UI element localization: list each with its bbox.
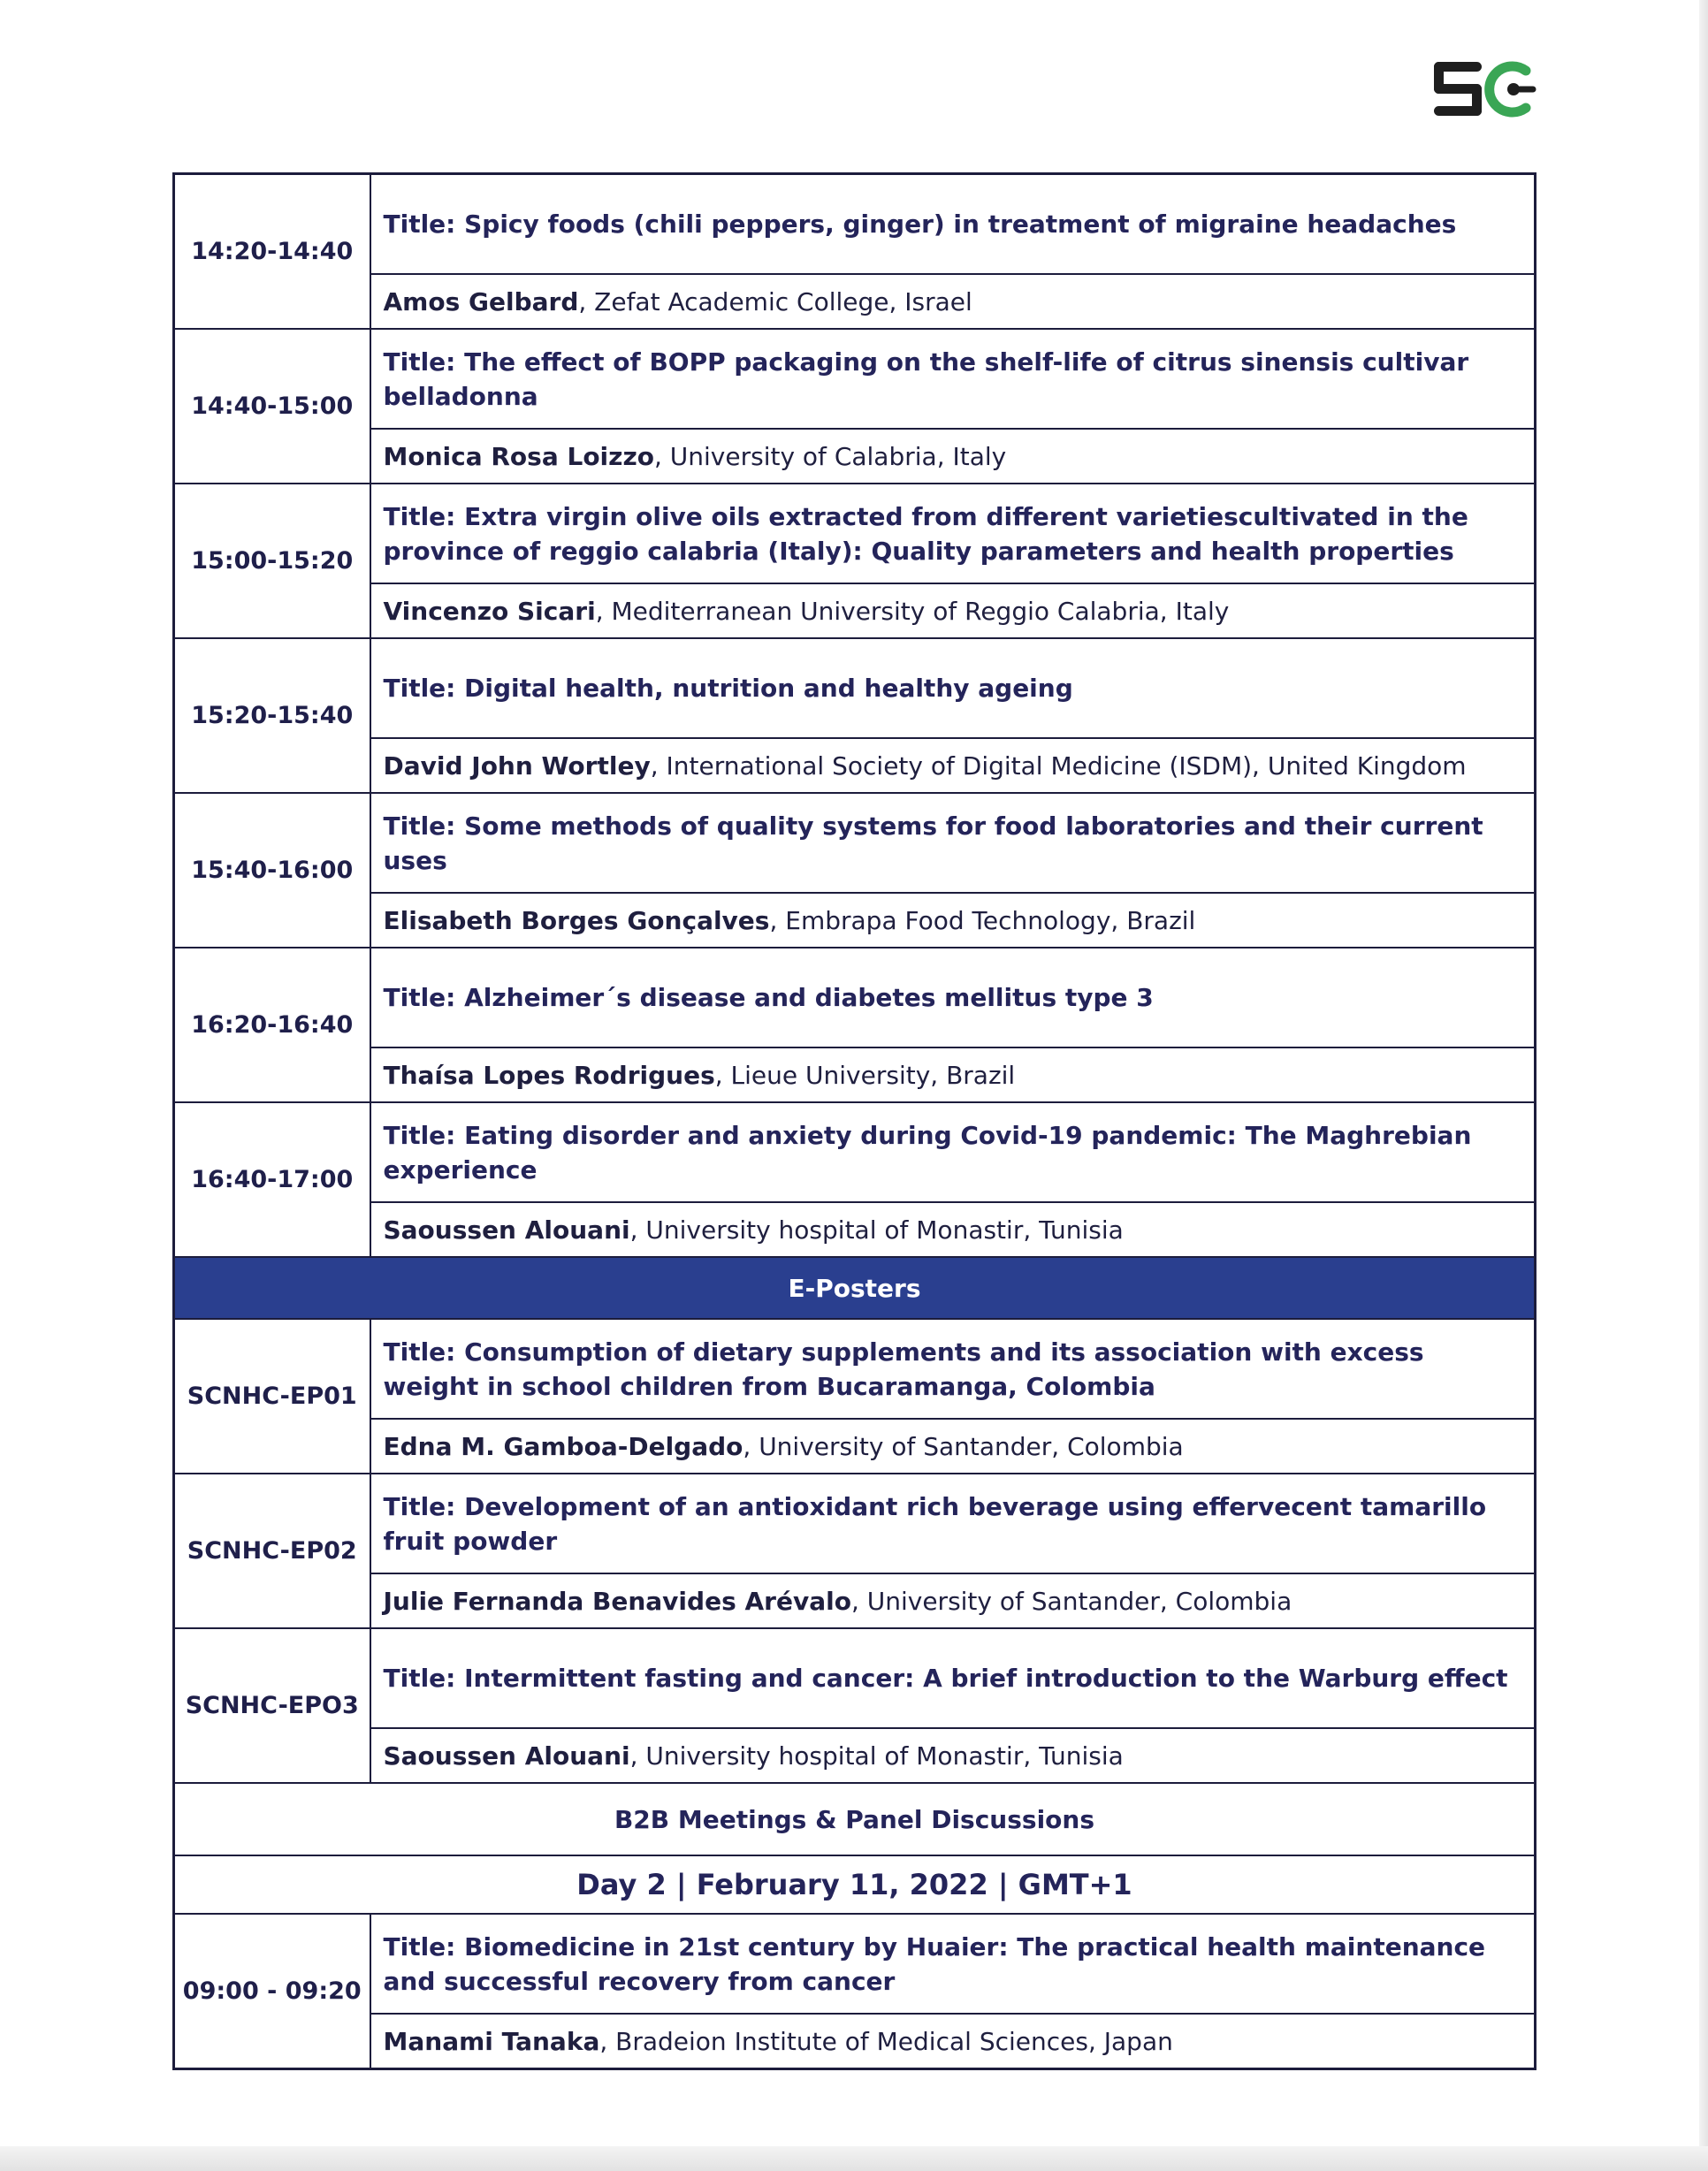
session-title: Title: Spicy foods (chili peppers, ginger) in treatment of migraine headaches xyxy=(370,174,1536,275)
eposter-title: Title: Consumption of dietary supplements and its association with excess weight in school children from Bucaramanga, Colombia xyxy=(370,1319,1536,1419)
speaker-affiliation: , Embrapa Food Technology, Brazil xyxy=(769,905,1196,935)
session-speaker-row xyxy=(174,2014,1536,2069)
session-speaker xyxy=(370,429,1536,484)
speaker-name: Edna M. Gamboa-Delgado xyxy=(383,1431,743,1461)
eposter-speaker xyxy=(370,1419,1536,1474)
speaker-affiliation: , University of Santander, Colombia xyxy=(743,1431,1184,1461)
session-time: 16:20-16:40 xyxy=(174,948,370,1102)
speaker-affiliation: , Lieue University, Brazil xyxy=(714,1060,1016,1090)
speaker-name: Julie Fernanda Benavides Arévalo xyxy=(383,1586,851,1616)
speaker-name: Amos Gelbard xyxy=(383,286,579,316)
session-title: Title: Alzheimer´s disease and diabetes mellitus type 3 xyxy=(370,948,1536,1047)
b2b-section-row xyxy=(174,1783,1536,1855)
speaker-affiliation: , University of Santander, Colombia xyxy=(850,1586,1292,1616)
session-title-row xyxy=(174,948,1536,1047)
eposter-title-row xyxy=(174,1319,1536,1419)
session-speaker xyxy=(370,1202,1536,1257)
session-time: 15:40-16:00 xyxy=(174,793,370,948)
speaker-name: Saoussen Alouani xyxy=(383,1741,630,1771)
eposters-heading: E-Posters xyxy=(174,1257,1536,1319)
day2-heading: Day 2 | February 11, 2022 | GMT+1 xyxy=(174,1855,1536,1914)
session-title-row xyxy=(174,638,1536,738)
day2-section-row xyxy=(174,1855,1536,1914)
speaker-name: Manami Tanaka xyxy=(383,2026,600,2056)
eposter-speaker xyxy=(370,1573,1536,1628)
speaker-name: Vincenzo Sicari xyxy=(383,596,596,626)
session-speaker-row xyxy=(174,274,1536,329)
session-title-row xyxy=(174,174,1536,275)
session-title-row xyxy=(174,329,1536,429)
session-time: 14:20-14:40 xyxy=(174,174,370,330)
session-title: Title: Biomedicine in 21st century by Huaier: The practical health maintenance and successful recovery from cancer xyxy=(370,1914,1536,2014)
eposter-title: Title: Intermittent fasting and cancer: A brief introduction to the Warburg effect xyxy=(370,1628,1536,1728)
session-title: Title: Some methods of quality systems for food laboratories and their current uses xyxy=(370,793,1536,893)
session-speaker xyxy=(370,2014,1536,2069)
session-time: 15:00-15:20 xyxy=(174,484,370,638)
eposter-speaker-row xyxy=(174,1419,1536,1474)
eposter-speaker xyxy=(370,1728,1536,1783)
eposter-title-row xyxy=(174,1628,1536,1728)
session-title: Title: The effect of BOPP packaging on the shelf-life of citrus sinensis cultivar belladonna xyxy=(370,329,1536,429)
program-schedule-table xyxy=(172,172,1536,2070)
speaker-affiliation: , University hospital of Monastir, Tunisia xyxy=(629,1741,1124,1771)
page-edge-shadow xyxy=(1699,0,1708,2171)
session-title: Title: Eating disorder and anxiety during Covid-19 pandemic: The Maghrebian experience xyxy=(370,1102,1536,1202)
session-speaker-row xyxy=(174,893,1536,948)
b2b-heading: B2B Meetings & Panel Discussions xyxy=(174,1783,1536,1855)
session-speaker xyxy=(370,893,1536,948)
eposter-speaker-row xyxy=(174,1728,1536,1783)
session-time: 14:40-15:00 xyxy=(174,329,370,484)
speaker-affiliation: , Bradeion Institute of Medical Sciences, Japan xyxy=(599,2026,1173,2056)
session-speaker xyxy=(370,583,1536,638)
speaker-affiliation: , University of Calabria, Italy xyxy=(653,441,1007,471)
speaker-affiliation: , University hospital of Monastir, Tunisia xyxy=(629,1215,1124,1245)
eposter-code: SCNHC-EPO3 xyxy=(174,1628,370,1783)
eposter-title-row xyxy=(174,1474,1536,1573)
session-speaker xyxy=(370,738,1536,793)
speaker-name: Elisabeth Borges Gonçalves xyxy=(383,905,770,935)
eposter-code: SCNHC-EP02 xyxy=(174,1474,370,1628)
speaker-name: David John Wortley xyxy=(383,750,651,781)
session-time: 16:40-17:00 xyxy=(174,1102,370,1257)
eposter-title: Title: Development of an antioxidant rich beverage using effervecent tamarillo fruit powder xyxy=(370,1474,1536,1573)
speaker-name: Saoussen Alouani xyxy=(383,1215,630,1245)
session-speaker-row xyxy=(174,1202,1536,1257)
speaker-name: Thaísa Lopes Rodrigues xyxy=(383,1060,715,1090)
session-time: 15:20-15:40 xyxy=(174,638,370,793)
eposter-code: SCNHC-EP01 xyxy=(174,1319,370,1474)
session-speaker xyxy=(370,1047,1536,1102)
session-time: 09:00 - 09:20 xyxy=(174,1914,370,2069)
session-title-row xyxy=(174,484,1536,583)
speaker-name: Monica Rosa Loizzo xyxy=(383,441,654,471)
session-speaker-row xyxy=(174,1047,1536,1102)
eposter-speaker-row xyxy=(174,1573,1536,1628)
page-bottom-shadow xyxy=(0,2146,1708,2171)
session-title-row xyxy=(174,793,1536,893)
session-speaker-row xyxy=(174,429,1536,484)
speaker-affiliation: , Mediterranean University of Reggio Calabria, Italy xyxy=(595,596,1230,626)
session-speaker-row xyxy=(174,738,1536,793)
session-title: Title: Digital health, nutrition and healthy ageing xyxy=(370,638,1536,738)
speaker-affiliation: , Zefat Academic College, Israel xyxy=(578,286,972,316)
session-title-row xyxy=(174,1102,1536,1202)
session-speaker-row xyxy=(174,583,1536,638)
session-speaker xyxy=(370,274,1536,329)
eposters-section-row xyxy=(174,1257,1536,1319)
session-title-row xyxy=(174,1914,1536,2014)
speaker-affiliation: , International Society of Digital Medicine (ISDM), United Kingdom xyxy=(650,750,1467,781)
sc-logo-icon xyxy=(1432,58,1536,120)
session-title: Title: Extra virgin olive oils extracted from different varietiescultivated in the province of reggio calabria (Italy): Quality parameters and health properties xyxy=(370,484,1536,583)
